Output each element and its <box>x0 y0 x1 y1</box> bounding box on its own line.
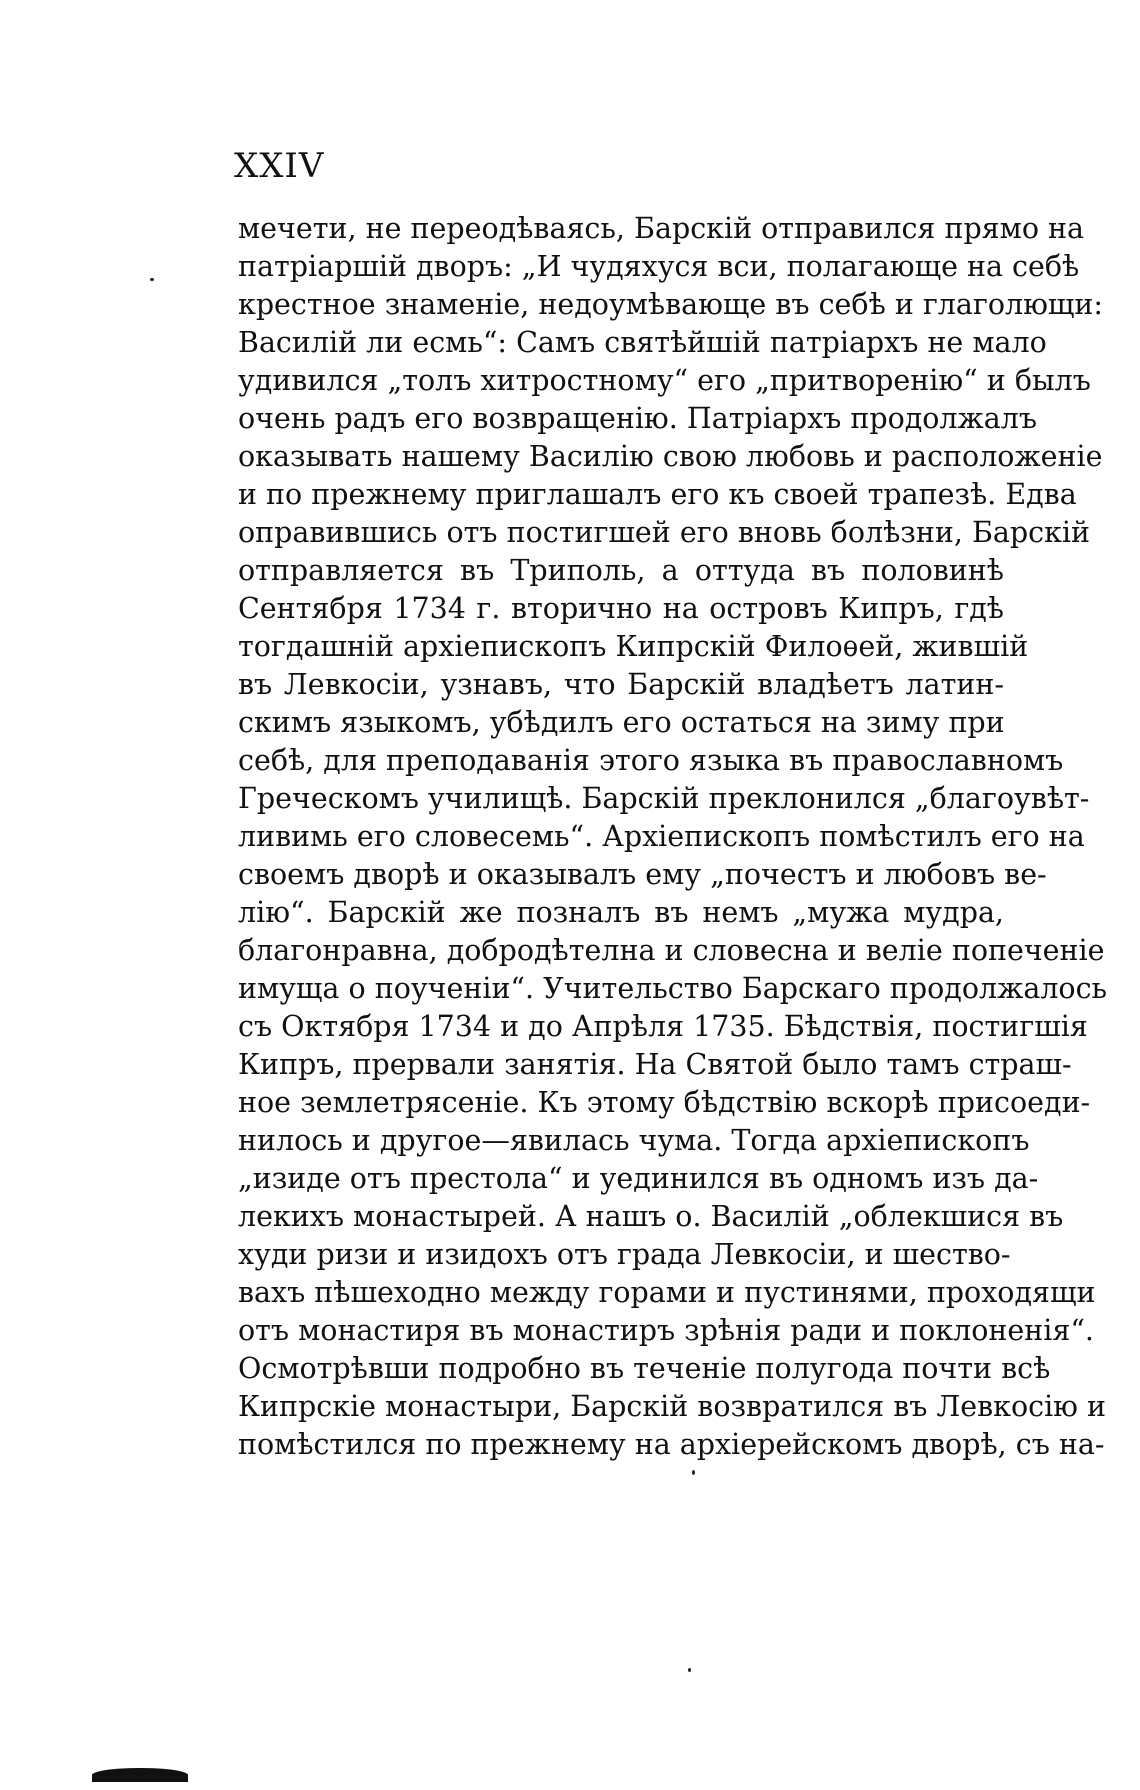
text-line: скимъ языкомъ, убѣдилъ его остаться на зиму при <box>238 706 1005 739</box>
scan-speck <box>688 1668 691 1672</box>
text-line: нилось и другое—явилась чума. Тогда архіепископъ <box>238 1124 1030 1157</box>
text-line: худи ризи и изидохъ отъ града Левкосіи, и шество- <box>238 1238 1011 1271</box>
text-line: очень радъ его возвращенію. Патріархъ продолжалъ <box>238 402 1037 435</box>
text-line: благонравна, добродѣтелна и словесна и веліе попеченіе <box>238 934 1105 967</box>
text-line: Кипръ, прервали занятія. На Святой было тамъ страш- <box>238 1048 1072 1081</box>
scan-speck <box>150 278 154 281</box>
text-line: Василій ли есмь“: Самъ святѣйшій патріархъ не мало <box>238 326 1047 359</box>
text-line: мечети, не переодѣваясь, Барскій отправился прямо на <box>238 212 1085 245</box>
text-line: себѣ, для преподаванія этого языка въ православномъ <box>238 744 1064 777</box>
text-line: Осмотрѣвши подробно въ теченіе полугода почти всѣ <box>238 1352 1051 1385</box>
text-line: удивился „толъ хитростному“ его „притворенію“ и былъ <box>238 364 1091 397</box>
body-text <box>238 210 1108 1464</box>
text-line: лекихъ монастырей. А нашъ о. Василій „облекшися въ <box>238 1200 1064 1233</box>
text-line: Кипрскіе монастыри, Барскій возвратился въ Левкосію и <box>238 1390 1107 1423</box>
text-line: отъ монастиря въ монастиръ зрѣнія ради и поклоненія“. <box>238 1314 1094 1347</box>
text-line: имуща о поученіи“. Учительство Барскаго продолжалось <box>238 972 1108 1005</box>
text-line: „изиде отъ престола“ и уединился въ одномъ изъ да- <box>238 1162 1039 1195</box>
text-line: отправляется въ Триполь, а оттуда въ половинѣ <box>238 554 1004 587</box>
text-line: вахъ пѣшеходно между горами и пустинями, проходящи <box>238 1276 1096 1309</box>
text-line: тогдашній архіепископъ Кипрскій Филоѳей, жившій <box>238 630 1029 663</box>
text-line: ное землетрясеніе. Къ этому бѣдствію вскорѣ присоеди- <box>238 1086 1091 1119</box>
text-line: и по прежнему приглашалъ его къ своей трапезѣ. Едва <box>238 478 1077 511</box>
text-line: съ Октября 1734 и до Апрѣля 1735. Бѣдствія, постигшія <box>238 1010 1088 1043</box>
text-line: крестное знаменіе, недоумѣвающе въ себѣ и глаголющи: <box>238 288 1104 321</box>
text-line: Сентября 1734 г. вторично на островъ Кипръ, гдѣ <box>238 592 1004 625</box>
text-line: лію“. Барскій же позналъ въ немъ „мужа мудра, <box>238 896 1004 929</box>
text-line: патріаршій дворъ: „И чудяхуся вси, полагающе на себѣ <box>238 250 1080 283</box>
text-line: ливимь его словесемь“. Архіепископъ помѣстилъ его на <box>238 820 1085 853</box>
text-line: своемъ дворѣ и оказывалъ ему „почестъ и любовъ ве- <box>238 858 1047 891</box>
page-number: XXIV <box>234 146 325 186</box>
text-line: помѣстился по прежнему на архіерейскомъ дворѣ, съ на- <box>238 1428 1105 1461</box>
text-line: въ Левкосіи, узнавъ, что Барскій владѣетъ латин- <box>238 668 1004 701</box>
text-line: Греческомъ училищѣ. Барскій преклонился „благоувѣт- <box>238 782 1090 815</box>
scan-smudge <box>92 1768 188 1782</box>
text-line: оказывать нашему Василію свою любовь и расположеніе <box>238 440 1103 473</box>
text-line: оправившись отъ постигшей его вновь болѣзни, Барскій <box>238 516 1091 549</box>
scan-speck <box>692 1470 695 1475</box>
